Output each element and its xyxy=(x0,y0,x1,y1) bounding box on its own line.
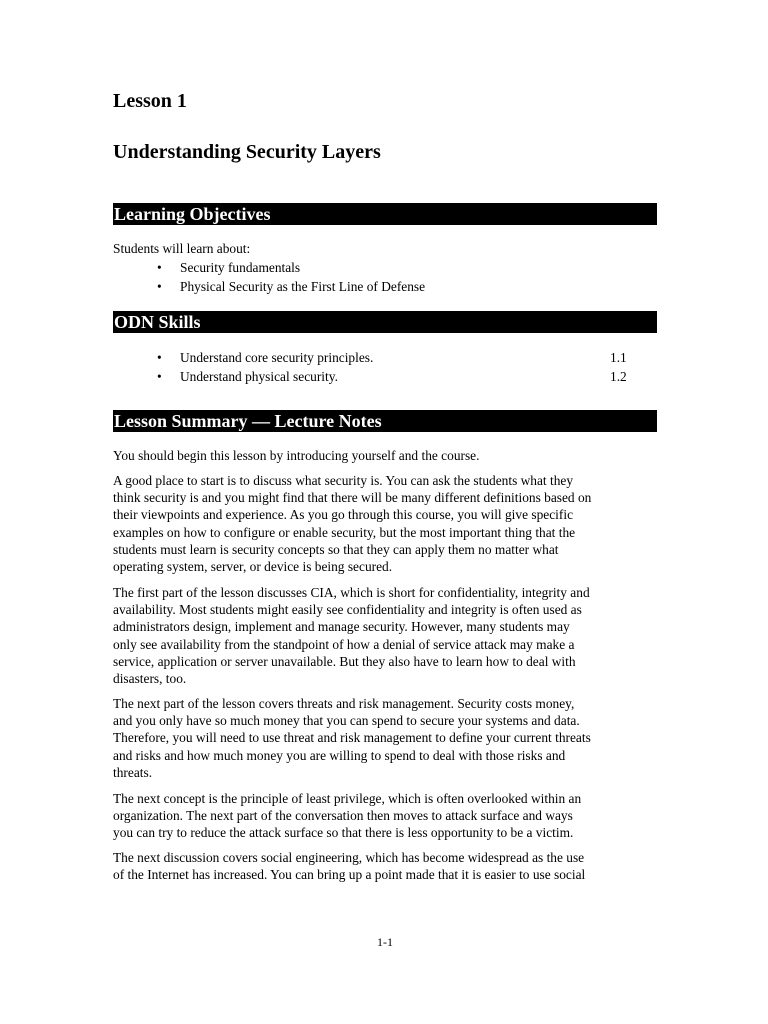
odn-skills-list xyxy=(113,348,633,386)
bullet-icon: • xyxy=(157,369,162,384)
summary-paragraph: The next part of the lesson covers threats and risk management. Security costs money, and you only have so much money that you can spend to secure your systems and data. Therefore, you will need to use threat and risk management to define your current threats and risks and how much money you are willing to spend to deal with those risks and threats. xyxy=(113,696,591,780)
list-item: • Understand core security principles. 1.1 xyxy=(157,350,627,365)
list-item: • Physical Security as the First Line of Defense xyxy=(157,279,426,294)
summary-paragraph: You should begin this lesson by introducing yourself and the course. xyxy=(113,448,480,463)
summary-paragraph: The next discussion covers social engineering, which has become widespread as the use of the Internet has increased. You can bring up a point made that it is easier to use social xyxy=(113,850,586,883)
summary-paragraph: The first part of the lesson discusses CIA, which is short for confidentiality, integrity and availability. Most students might easily see confidentiality and integrity is often used as administrators design, implement and manage security. However, many students may only see availability from the standpoint of how a denial of service attack may make a service, application or server unavailable. But they also have to learn how to deal with disasters, too. xyxy=(113,585,590,687)
lesson-title: Understanding Security Layers xyxy=(113,141,381,163)
list-item: • Understand physical security. 1.2 xyxy=(157,369,627,384)
summary-paragraph: A good place to start is to discuss what security is. You can ask the students what they think security is and you might find that there will be many different definitions based on their viewpoints and experience. As you go through this course, you will give specific examples on how to configure or enable security, but the most important thing that the students must learn is security concepts so that they can apply them no matter what operating system, server, or device is being secured. xyxy=(113,473,592,575)
skill-number: 1.1 xyxy=(610,350,627,365)
objectives-intro: Students will learn about: xyxy=(113,241,251,256)
bullet-icon: • xyxy=(157,260,162,275)
lesson-summary-heading: Lesson Summary — Lecture Notes xyxy=(113,410,657,432)
learning-objectives-heading: Learning Objectives xyxy=(113,203,657,225)
objectives-list xyxy=(113,258,633,296)
bullet-icon: • xyxy=(157,279,162,294)
bullet-icon: • xyxy=(157,350,162,365)
list-item: • Security fundamentals xyxy=(157,260,301,275)
skill-number: 1.2 xyxy=(610,369,627,384)
summary-paragraph: The next concept is the principle of least privilege, which is often overlooked within an organization. The next part of the conversation then moves to attack surface and ways you can try to reduce the attack surface so that there is less opportunity to be a victim. xyxy=(113,791,582,841)
odn-skills-heading: ODN Skills xyxy=(113,311,657,333)
page-number: 1-1 xyxy=(377,935,393,949)
lesson-number: Lesson 1 xyxy=(113,90,187,112)
